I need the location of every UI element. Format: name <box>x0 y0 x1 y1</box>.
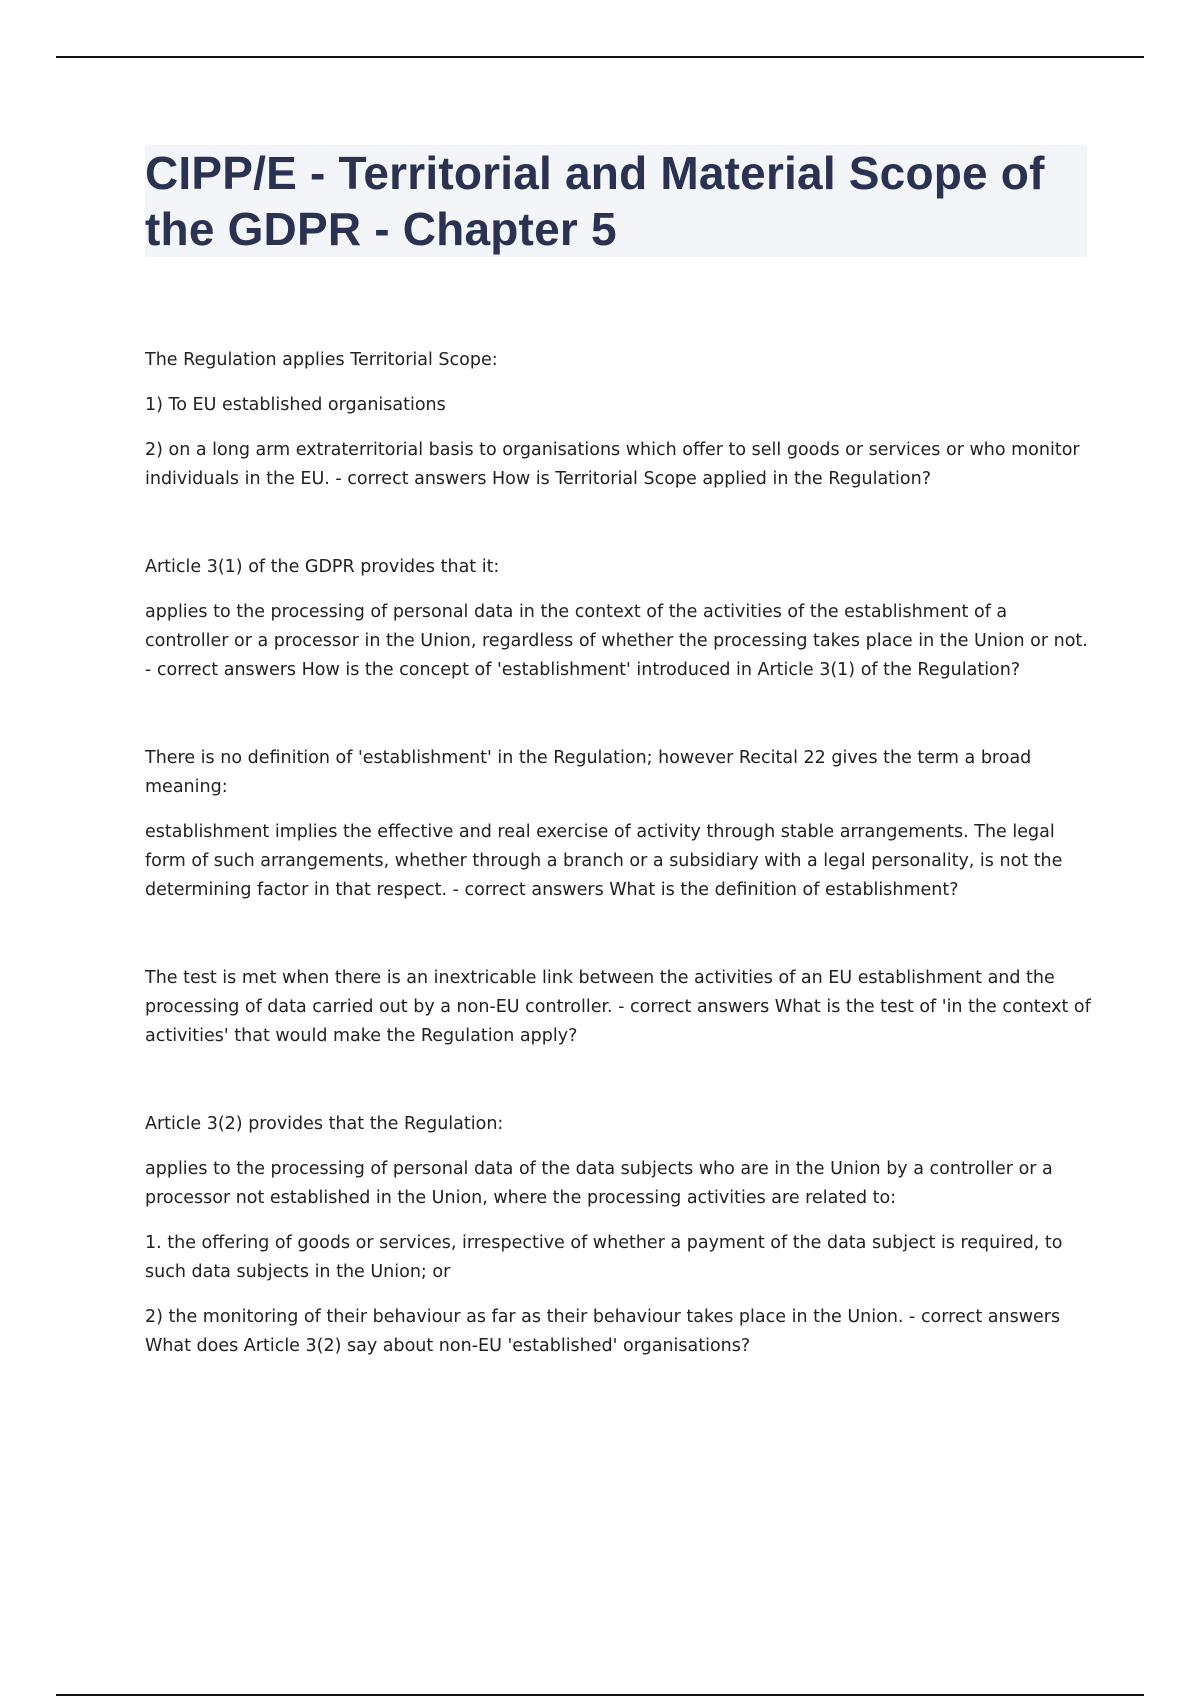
qa-paragraph: 1. the offering of goods or services, irrespective of whether a payment of the data subject is required, to such data subjects in the Union; or <box>145 1233 1063 1282</box>
qa-paragraph: 1) To EU established organisations <box>145 395 446 415</box>
title-line-2: the GDPR - Chapter 5 <box>145 203 617 255</box>
top-rule <box>56 56 1144 58</box>
qa-item-context-test <box>145 964 1095 1051</box>
qa-paragraph: There is no definition of 'establishment' in the Regulation; however Recital 22 gives the term a broad meaning: <box>145 748 1032 797</box>
qa-paragraph: Article 3(2) provides that the Regulation: <box>145 1114 504 1134</box>
qa-paragraph: establishment implies the effective and real exercise of activity through stable arrangements. The legal form of such arrangements, whether through a branch or a subsidiary with a legal personality, is not the determining factor in that respect. - correct answers What is the definition of establishment? <box>145 822 1063 900</box>
qa-item-article-3-2 <box>145 1110 1095 1361</box>
qa-paragraph: applies to the processing of personal data in the context of the activities of the establishment of a controller or a processor in the Union, regardless of whether the processing takes place in the Union or not. - correct answers How is the concept of 'establishment' introduced in Article 3(1) of the Regulation? <box>145 602 1088 680</box>
qa-paragraph: The test is met when there is an inextricable link between the activities of an EU establishment and the processing of data carried out by a non-EU controller. - correct answers What is the test of 'in the context of activities' that would make the Regulation apply? <box>145 968 1091 1046</box>
title-block <box>145 145 1087 257</box>
qa-item-article-3-1 <box>145 553 1095 685</box>
page-title <box>145 145 1087 257</box>
qa-paragraph: Article 3(1) of the GDPR provides that it: <box>145 557 500 577</box>
bottom-rule <box>56 1694 1144 1696</box>
qa-item-territorial-scope <box>145 346 1095 494</box>
title-line-1: CIPP/E - Territorial and Material Scope of <box>145 147 1045 199</box>
qa-item-establishment-definition <box>145 744 1095 905</box>
qa-paragraph: The Regulation applies Territorial Scope: <box>145 350 498 370</box>
qa-paragraph: 2) on a long arm extraterritorial basis to organisations which offer to sell goods or services or who monitor individuals in the EU. - correct answers How is Territorial Scope applied in the Regulation? <box>145 440 1080 489</box>
qa-paragraph: applies to the processing of personal data of the data subjects who are in the Union by a controller or a processor not established in the Union, where the processing activities are related to: <box>145 1159 1053 1208</box>
qa-paragraph: 2) the monitoring of their behaviour as far as their behaviour takes place in the Union. - correct answers What does Article 3(2) say about non-EU 'established' organisations? <box>145 1307 1061 1356</box>
document-body <box>145 346 1095 1420</box>
